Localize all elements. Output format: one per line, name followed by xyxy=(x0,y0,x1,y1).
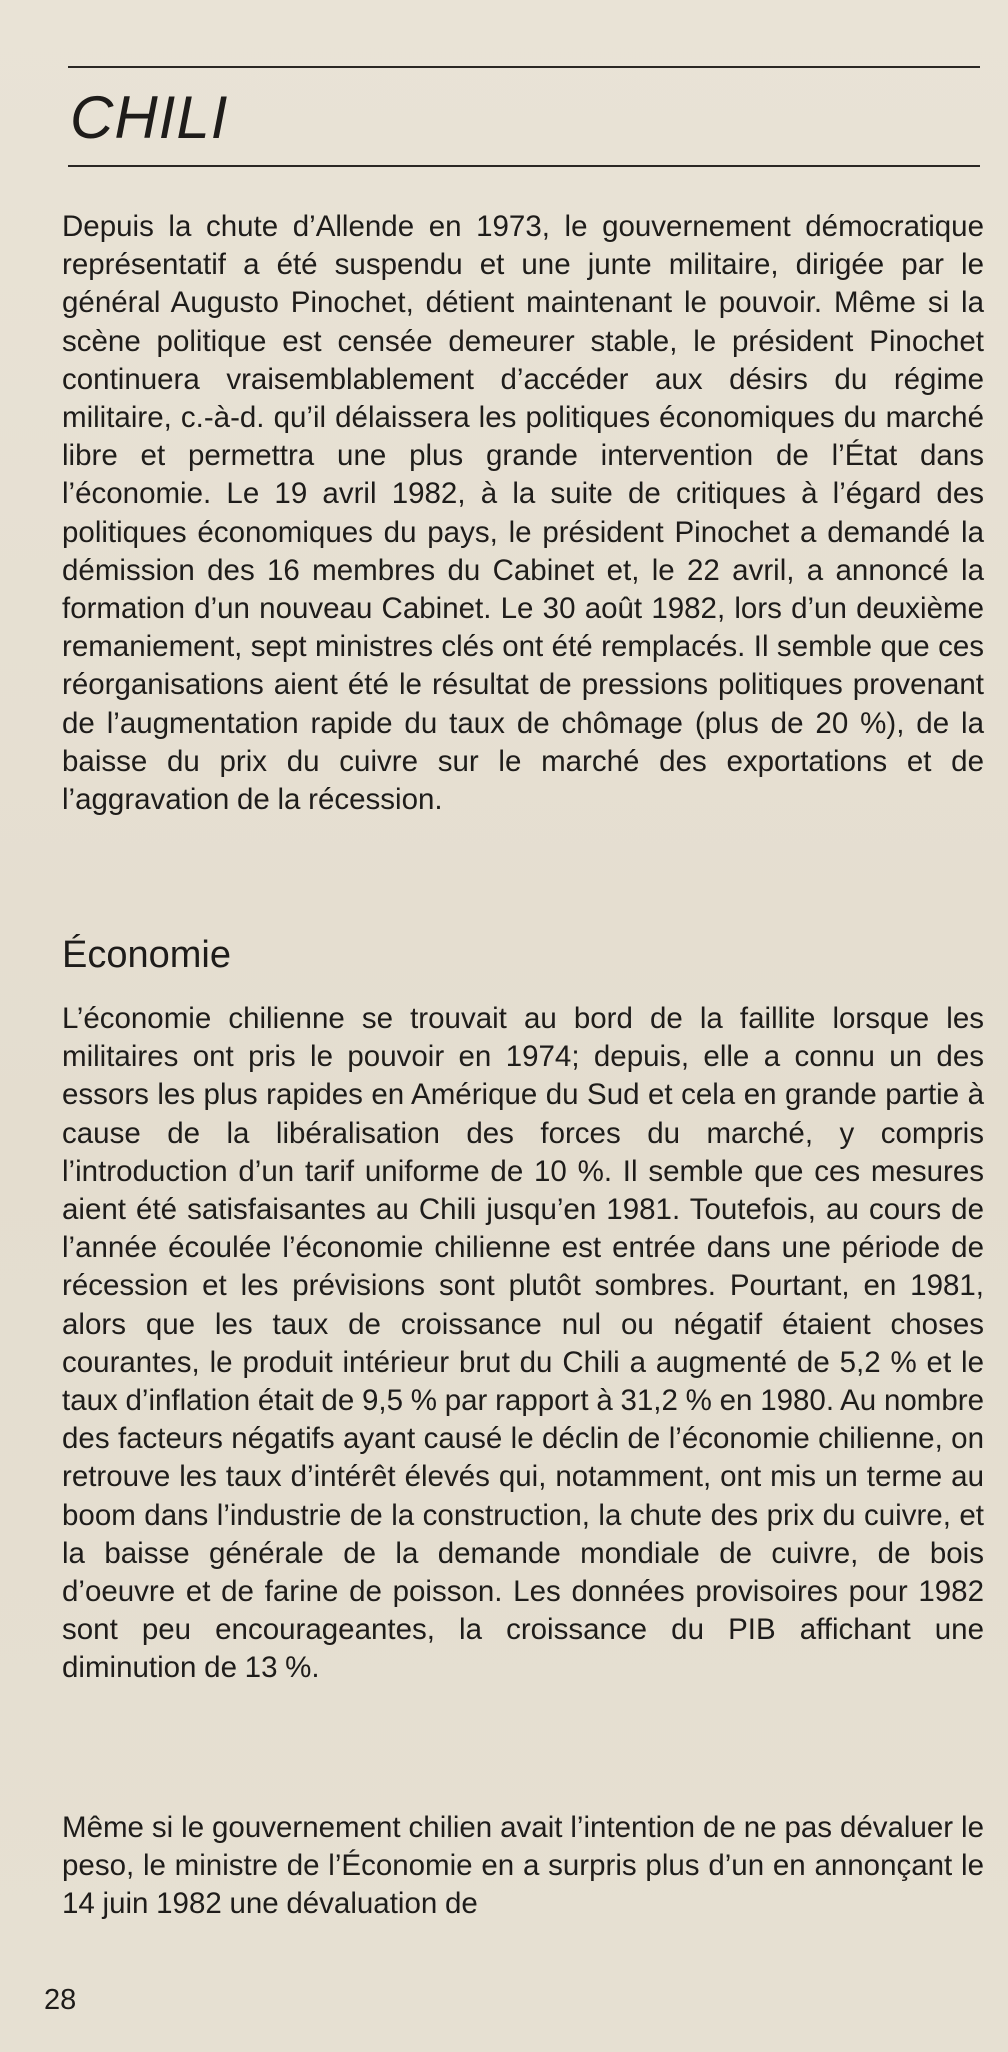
economie-paragraph-1: L’économie chilienne se trouvait au bord de la faillite lorsque les militaires ont pris le pouvoir en 1974; depuis, elle a connu un des essors les plus rapides en Amérique du Sud et cela en grande partie à cause de la libéralisation des forces du marché, y compris l’introduction d’un tarif uniforme de 10 %. Il semble que ces mesures aient été satisfaisantes au Chili jusqu’en 1981. Toutefois, au cours de l’année écoulée l’économie chilienne est entrée dans une période de récession et les prévisions sont plutôt sombres. Pourtant, en 1981, alors que les taux de croissance nul ou négatif étaient choses courantes, le produit intérieur brut du Chili a augmenté de 5,2 % et le taux d’inflation était de 9,5 % par rapport à 31,2 % en 1980. Au nombre des facteurs négatifs ayant causé le déclin de l’économie chilienne, on retrouve les taux d’intérêt élevés qui, notamment, ont mis un terme au boom dans l’industrie de la construction, la chute des prix du cuivre, et la baisse générale de la demande mondiale de cuivre, de bois d’oeuvre et de farine de poisson. Les données provisoires pour 1982 sont peu encourageantes, la croissance du PIB affichant une diminution de 13 %. xyxy=(62,1002,984,1685)
intro-paragraph: Depuis la chute d’Allende en 1973, le gouvernement démocratique représentatif a été suspendu et une junte militaire, dirigée par le général Augusto Pinochet, détient maintenant le pouvoir. Même si la scène politique est censée demeurer stable, le président Pinochet continuera vraisemblablement d’accéder aux désirs du régime militaire, c.-à-d. qu’il délaissera les politiques économiques du marché libre et permettra une plus grande intervention de l’État dans l’économie. Le 19 avril 1982, à la suite de critiques à l’égard des politiques économiques du pays, le président Pinochet a demandé la démission des 16 membres du Cabinet et, le 22 avril, a annoncé la formation d’un nouveau Cabinet. Le 30 août 1982, lors d’un deuxième remaniement, sept ministres clés ont été remplacés. Il semble que ces réorganisations aient été le résultat de pressions politiques provenant de l’augmentation rapide du taux de chômage (plus de 20 %), de la baisse du prix du cuivre sur le marché des exportations et de l’aggravation de la récession. xyxy=(62,210,984,817)
page-number: 28 xyxy=(44,1984,77,2016)
title-top-rule xyxy=(68,66,980,68)
economie-paragraph-2: Même si le gouvernement chilien avait l’intention de ne pas dévaluer le peso, le ministre de l’Économie en a surpris plus d’un en annonçant le 14 juin 1982 une dévaluation de xyxy=(62,1811,984,1921)
page-title: CHILI xyxy=(70,84,229,151)
title-bottom-rule xyxy=(68,165,980,167)
section-heading-economie: Économie xyxy=(62,934,231,976)
